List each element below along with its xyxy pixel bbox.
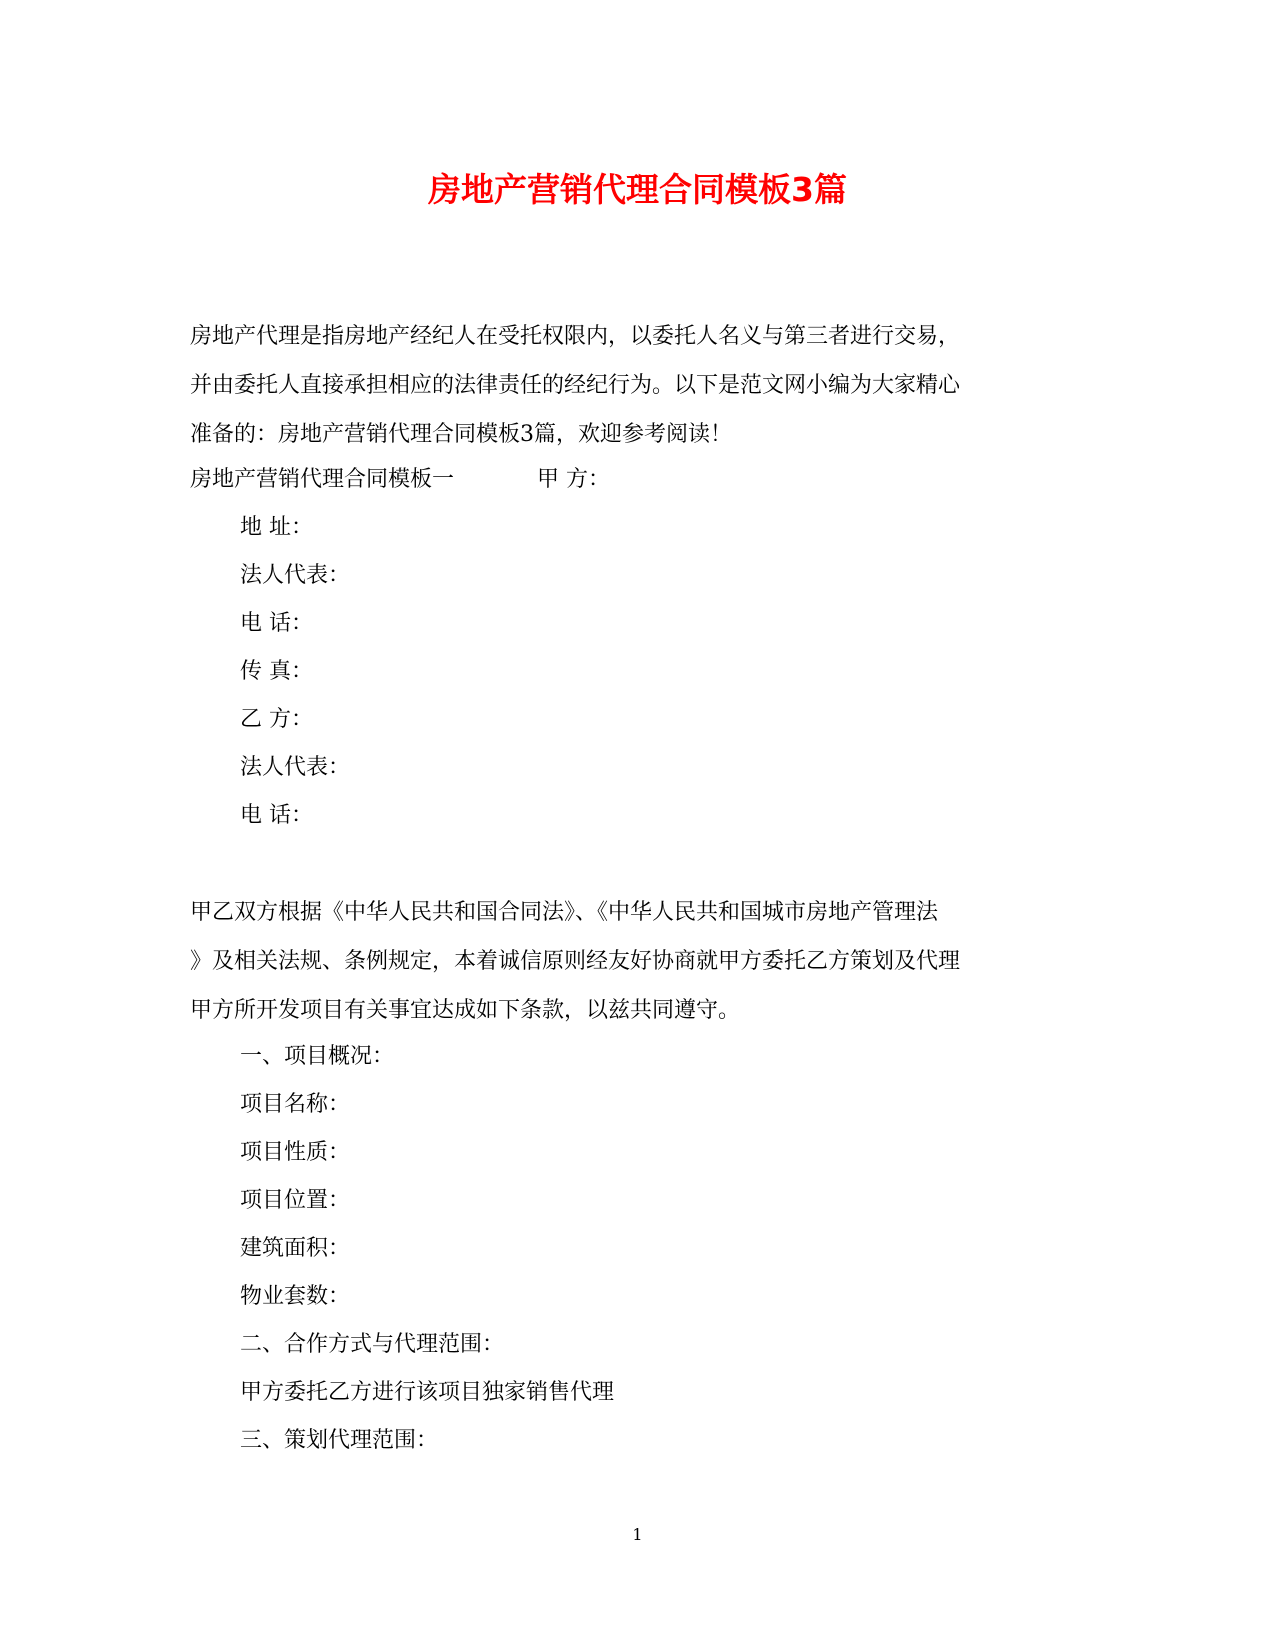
intro-line: 并由委托人直接承担相应的法律责任的经纪行为。以下是范文网小编为大家精心 xyxy=(190,373,961,398)
clause-project-overview: 一、项目概况： xyxy=(240,1044,395,1069)
template-heading: 房地产营销代理合同模板一 xyxy=(190,467,455,492)
field-phone: 电 话： xyxy=(240,611,313,636)
agreement-line: 甲方所开发项目有关事宜达成如下条款，以兹共同遵守。 xyxy=(190,998,741,1023)
party-a-label: 甲 方： xyxy=(537,467,610,492)
field-legal-rep-b: 法人代表： xyxy=(240,755,351,780)
field-phone-b: 电 话： xyxy=(240,803,313,828)
clause-cooperation: 二、合作方式与代理范围： xyxy=(240,1332,505,1357)
field-party-b: 乙 方： xyxy=(240,707,313,732)
field-address: 地 址： xyxy=(240,515,313,540)
clause-planning-scope: 三、策划代理范围： xyxy=(240,1428,439,1453)
clause-project-location: 项目位置： xyxy=(240,1188,351,1213)
intro-line: 准备的：房地产营销代理合同模板3篇，欢迎参考阅读！ xyxy=(190,422,732,447)
document-title: 房地产营销代理合同模板3篇 xyxy=(428,170,847,209)
field-fax: 传 真： xyxy=(240,659,313,684)
clause-project-nature: 项目性质： xyxy=(240,1140,351,1165)
clause-property-units: 物业套数： xyxy=(240,1284,351,1309)
agreement-line: 甲乙双方根据《中华人民共和国合同法》、《中华人民共和国城市房地产管理法 xyxy=(190,900,939,925)
field-legal-rep: 法人代表： xyxy=(240,563,351,588)
intro-line: 房地产代理是指房地产经纪人在受托权限内，以委托人名义与第三者进行交易， xyxy=(190,324,961,349)
clause-project-name: 项目名称： xyxy=(240,1092,351,1117)
clause-building-area: 建筑面积： xyxy=(240,1236,351,1261)
agreement-line: 》及相关法规、条例规定，本着诚信原则经友好协商就甲方委托乙方策划及代理 xyxy=(190,949,961,974)
intro-paragraph xyxy=(190,312,1070,459)
page-number: 1 xyxy=(632,1525,643,1544)
agreement-paragraph xyxy=(190,888,1070,1035)
clause-exclusive-agency: 甲方委托乙方进行该项目独家销售代理 xyxy=(240,1380,615,1405)
